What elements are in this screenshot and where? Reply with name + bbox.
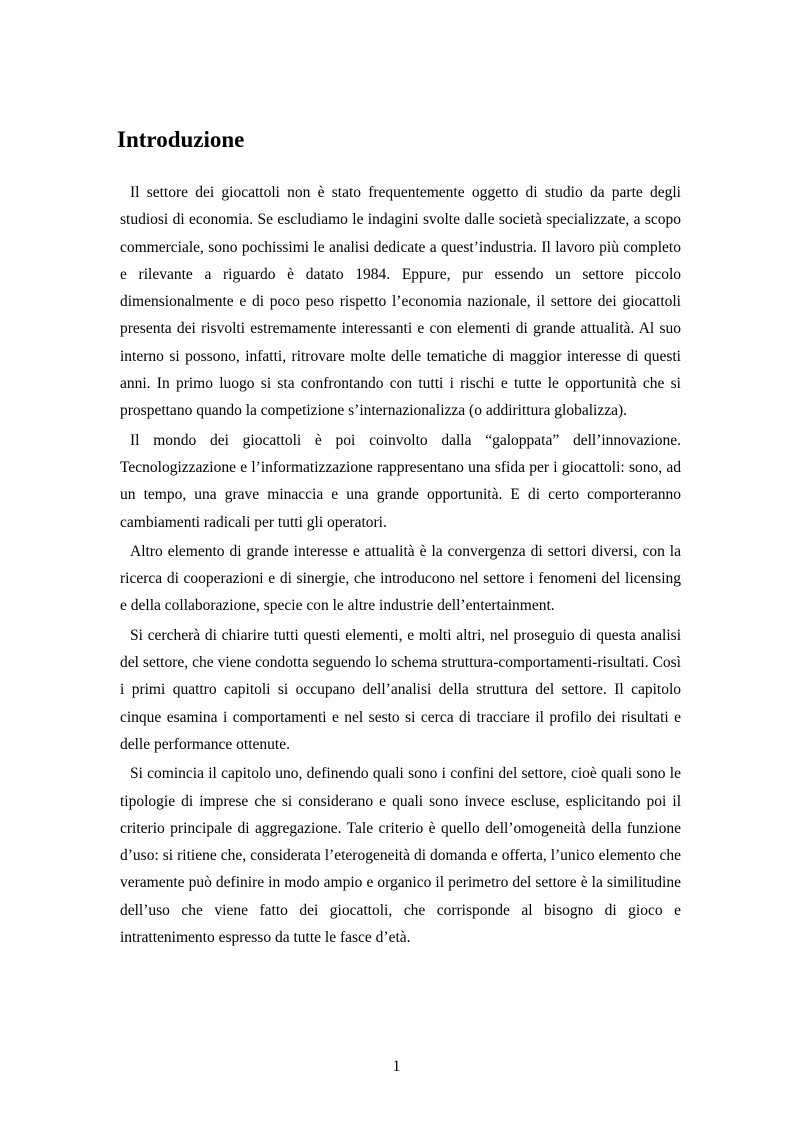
body-text (120, 179, 681, 953)
paragraph: Il settore dei giocattoli non è stato frequentemente oggetto di studio da parte degli studiosi di economia. Se escludiamo le indagini svolte dalle società specializzate, a scopo commerciale, sono pochissimi le analisi dedicate a quest’industria. Il lavoro più completo e rilevante a riguardo è datato 1984. Eppure, pur essendo un settore piccolo dimensionalmente e di poco peso rispetto l’economia nazionale, il settore dei giocattoli presenta dei risvolti estremamente interessanti e con elementi di grande attualità. Al suo interno si possono, infatti, ritrovare molte delle tematiche di maggior interesse di questi anni. In primo luogo si sta confrontando con tutti i rischi e tutte le opportunità che si prospettano quando la competizione s’internazionalizza (o addirittura globalizza). (120, 184, 681, 420)
paragraph: Si cercherà di chiarire tutti questi elementi, e molti altri, nel proseguio di questa analisi del settore, che viene condotta seguendo lo schema struttura-comportamenti-risultati. Così i primi quattro capitoli si occupano dell’analisi della struttura del settore. Il capitolo cinque esamina i comportamenti e nel sesto si cerca di tracciare il profilo dei risultati e delle performance ottenute. (120, 626, 681, 753)
page-number: 1 (392, 1058, 401, 1075)
paragraph: Si comincia il capitolo uno, definendo quali sono i confini del settore, cioè quali sono le tipologie di imprese che si considerano e quali sono invece escluse, esplicitando poi il criterio principale di aggregazione. Tale criterio è quello dell’omogeneità della funzione d’uso: si ritiene che, considerata l’eterogeneità di domanda e offerta, l’unico elemento che veramente può definire in modo ampio e organico il perimetro del settore è la similitudine dell’uso che viene fatto dei giocattoli, che corrisponde al bisogno di gioco e intrattenimento espresso da tutte le fasce d’età. (120, 765, 681, 947)
paragraph: Altro elemento di grande interesse e attualità è la convergenza di settori diversi, con la ricerca di cooperazioni e di sinergie, che introducono nel settore i fenomeni del licensing e della collaborazione, specie con le altre industrie dell’entertainment. (120, 542, 681, 615)
chapter-title: Introduzione (117, 127, 245, 152)
paragraph: Il mondo dei giocattoli è poi coinvolto dalla “galoppata” dell’innovazione. Tecnologizzazione e l’informatizzazione rappresentano una sfida per i giocattoli: sono, ad un tempo, una grave minaccia e una grande opportunità. E di certo comporteranno cambiamenti radicali per tutti gli operatori. (120, 431, 681, 531)
